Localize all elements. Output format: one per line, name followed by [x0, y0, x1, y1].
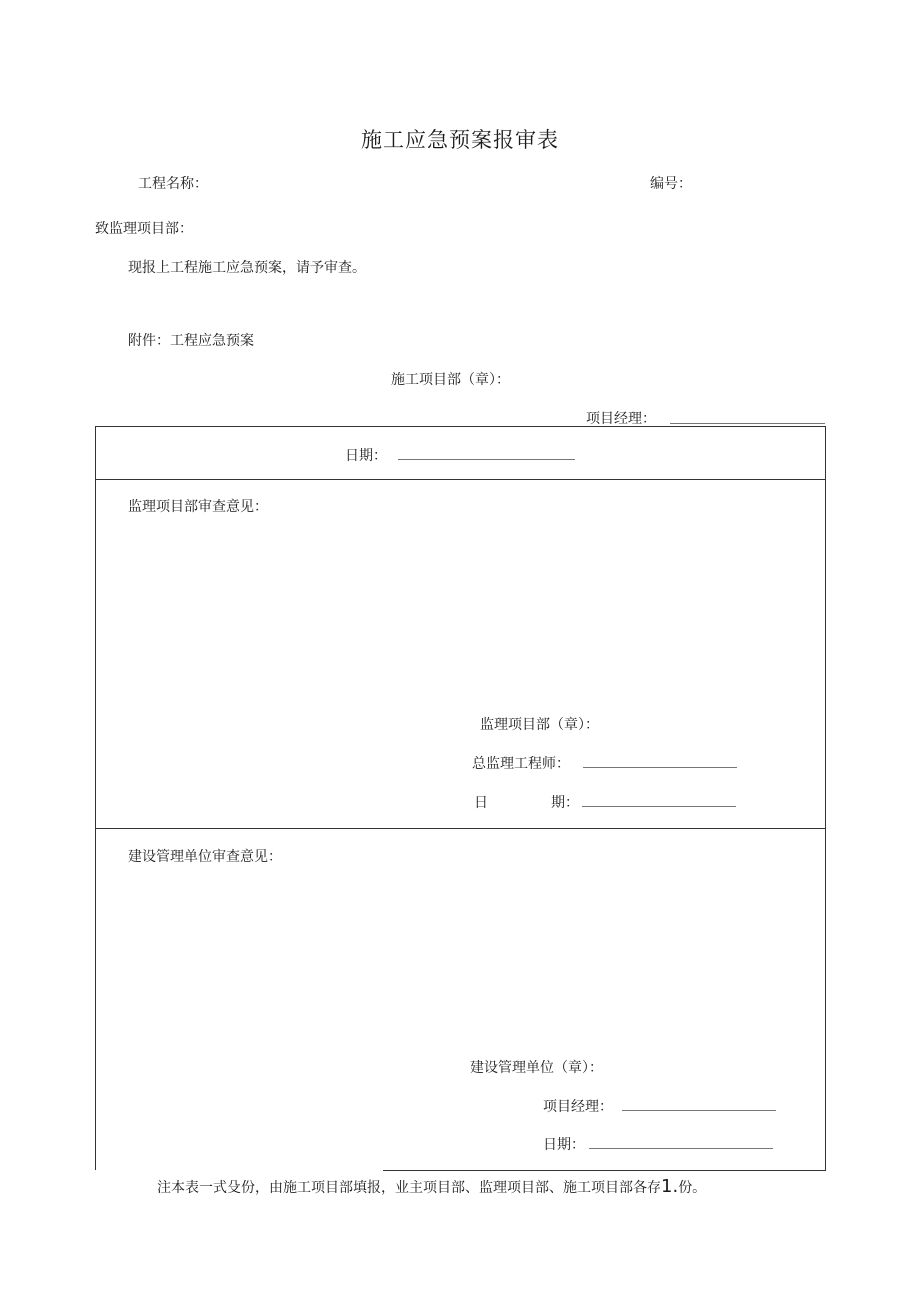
construction-mgmt-manager-label: 项目经理： — [543, 1099, 613, 1115]
supervision-date-label-left: 日 — [474, 795, 488, 811]
table-bottom-border — [383, 1170, 826, 1171]
number-label: 编号： — [650, 176, 692, 192]
project-manager-label: 项目经理： — [586, 411, 656, 427]
row-divider-1 — [95, 479, 826, 480]
construction-dept-seal-label: 施工项目部（章）： — [391, 372, 510, 388]
construction-mgmt-date-line[interactable] — [589, 1148, 773, 1149]
chief-engineer-label: 总监理工程师： — [472, 756, 570, 772]
chief-engineer-signature-line[interactable] — [583, 767, 737, 768]
construction-mgmt-opinion-label: 建设管理单位审查意见： — [128, 849, 282, 865]
table-right-border — [825, 426, 826, 1171]
table-top-border — [95, 426, 826, 427]
footer-note-text: 注本表一式殳份，由施工项目部填报，业主项目部、监理项目部、施工项目部各存 — [157, 1180, 661, 1196]
footer-note-end: 份。 — [678, 1180, 707, 1196]
supervision-date-line[interactable] — [582, 806, 736, 807]
date-label: 日期： — [345, 448, 387, 464]
attachment-text: 附件：工程应急预案 — [128, 333, 254, 349]
construction-mgmt-date-label: 日期： — [543, 1137, 585, 1153]
footer-note-number: 1. — [661, 1176, 679, 1197]
date-input-line[interactable] — [398, 459, 575, 460]
project-name-label: 工程名称： — [138, 176, 208, 192]
request-text: 现报上工程施工应急预案，请予审查。 — [128, 260, 366, 276]
project-manager-signature-line[interactable] — [670, 423, 825, 424]
construction-mgmt-manager-line[interactable] — [622, 1110, 776, 1111]
row-divider-2 — [95, 828, 826, 829]
construction-mgmt-seal-label: 建设管理单位（章）： — [470, 1060, 603, 1076]
addressee: 致监理项目部： — [95, 221, 193, 237]
supervision-date-label-right: 期： — [551, 795, 579, 811]
supervision-dept-seal-label: 监理项目部（章）： — [480, 717, 599, 733]
form-title: 施工应急预案报审表 — [361, 128, 559, 152]
supervision-opinion-label: 监理项目部审查意见： — [128, 499, 268, 515]
table-left-border — [95, 426, 96, 1170]
footer-note — [157, 1176, 706, 1197]
